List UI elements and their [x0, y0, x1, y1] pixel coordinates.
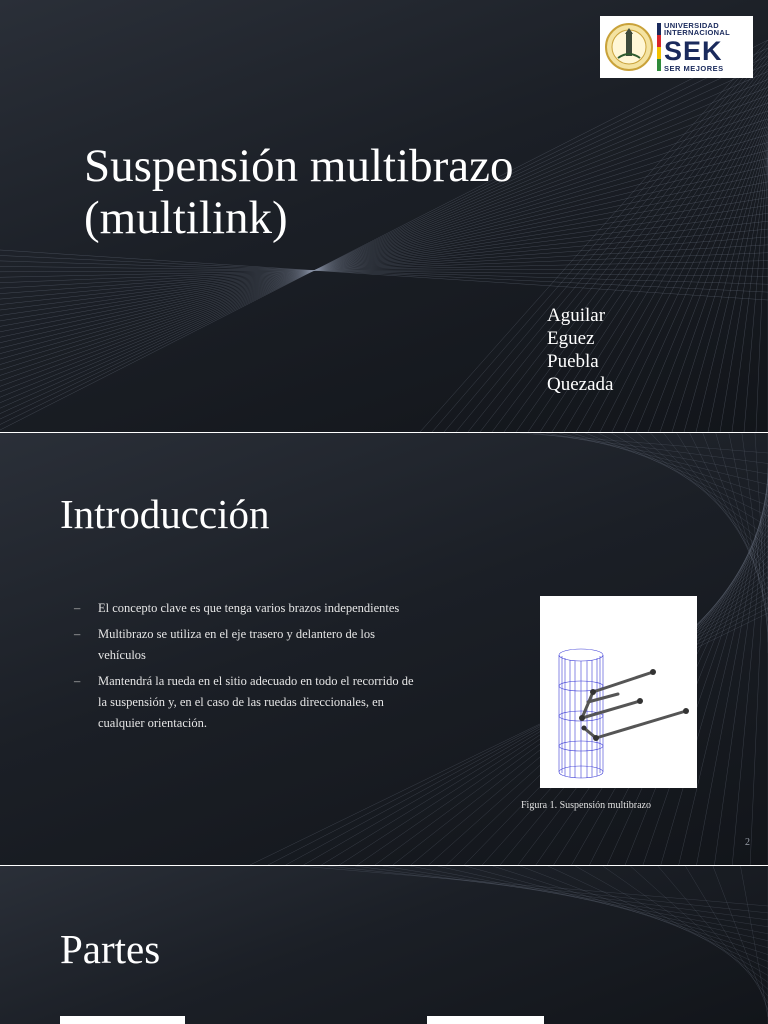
author-list: [547, 304, 613, 396]
background-line: [750, 468, 768, 865]
suspension-figure: [540, 596, 697, 788]
slide-heading: Introducción: [60, 491, 270, 537]
background-line: [697, 484, 768, 865]
slide-heading: Partes: [60, 926, 161, 972]
background-line: [465, 866, 768, 948]
figure-caption: Figura 1. Suspensión multibrazo: [521, 800, 651, 811]
bullet-marker: –: [74, 601, 81, 615]
background-line: [630, 866, 768, 989]
background-line: [637, 433, 768, 548]
background-line: [383, 866, 768, 927]
background-line: [658, 866, 768, 996]
bullet-marker: –: [74, 674, 81, 688]
image-placeholder: [427, 1016, 544, 1024]
logo-brand: SEK: [664, 35, 723, 66]
author: Aguilar: [547, 305, 606, 326]
background-line: [300, 866, 768, 906]
background-line: [696, 135, 768, 432]
background-line: [355, 866, 768, 920]
background-line: [0, 245, 768, 288]
title-line-1: Suspensión multibrazo: [84, 140, 514, 192]
stripe: [657, 47, 661, 59]
background-line: [603, 866, 768, 982]
logo-motto: SER MEJORES: [664, 63, 724, 73]
background-line: [468, 57, 768, 432]
background-line: [328, 866, 768, 913]
title-line-2: (multilink): [84, 192, 288, 244]
stripe: [657, 35, 661, 47]
university-seal-icon: [604, 22, 654, 72]
bullet-marker: –: [74, 627, 81, 641]
background-line: [546, 433, 768, 474]
bullet-list: [74, 598, 419, 739]
page-number: 2: [745, 837, 750, 848]
slide-parts: [0, 866, 768, 1024]
bullet-text: Multibrazo se utiliza en el eje trasero y delantero de los vehículos: [98, 627, 375, 662]
background-line: [611, 433, 768, 527]
presentation-title: [84, 140, 604, 244]
background-line: [0, 255, 768, 292]
background-line: [624, 110, 768, 432]
background-line: [713, 866, 768, 1010]
bullet-text: El concepto clave es que tenga varios brazos independientes: [98, 601, 400, 615]
background-line: [624, 433, 768, 537]
background-line: [504, 69, 768, 432]
bullet-item: [74, 624, 419, 666]
background-line: [493, 866, 768, 955]
background-line: [548, 866, 768, 968]
author: Quezada: [547, 374, 614, 395]
background-line: [585, 433, 768, 506]
background-line: [572, 433, 768, 495]
bullet-item: [74, 598, 419, 619]
university-logo: [600, 16, 753, 78]
background-line: [664, 433, 768, 569]
background-line: [492, 65, 768, 432]
background-line: [0, 237, 768, 294]
background-line: [520, 866, 768, 962]
background-line: [0, 261, 768, 284]
stripe: [657, 23, 661, 35]
image-placeholder: [60, 1016, 185, 1024]
slide-introduction: [0, 433, 768, 865]
slide-title: [0, 0, 768, 432]
author: Eguez: [547, 328, 595, 349]
bullet-text: Mantendrá la rueda en el sitio adecuado en todo el recorrido de la suspensión y, en el caso de las ruedas direccionales, en cualquier orientación.: [98, 674, 414, 730]
author: Puebla: [547, 351, 599, 372]
multilink-suspension-diagram: [540, 596, 697, 788]
background-line: [756, 156, 768, 432]
logo-line-2: INTERNACIONAL: [664, 28, 730, 38]
background-line: [729, 433, 768, 621]
logo-line-1: UNIVERSIDAD: [664, 20, 719, 30]
stripe: [657, 59, 661, 71]
background-line: [600, 102, 768, 432]
background-line: [559, 433, 768, 485]
bullet-item: [74, 671, 419, 734]
background-line: [598, 433, 768, 516]
background-line: [672, 127, 768, 432]
background-line: [410, 866, 768, 934]
logo-color-stripes: [657, 23, 661, 71]
